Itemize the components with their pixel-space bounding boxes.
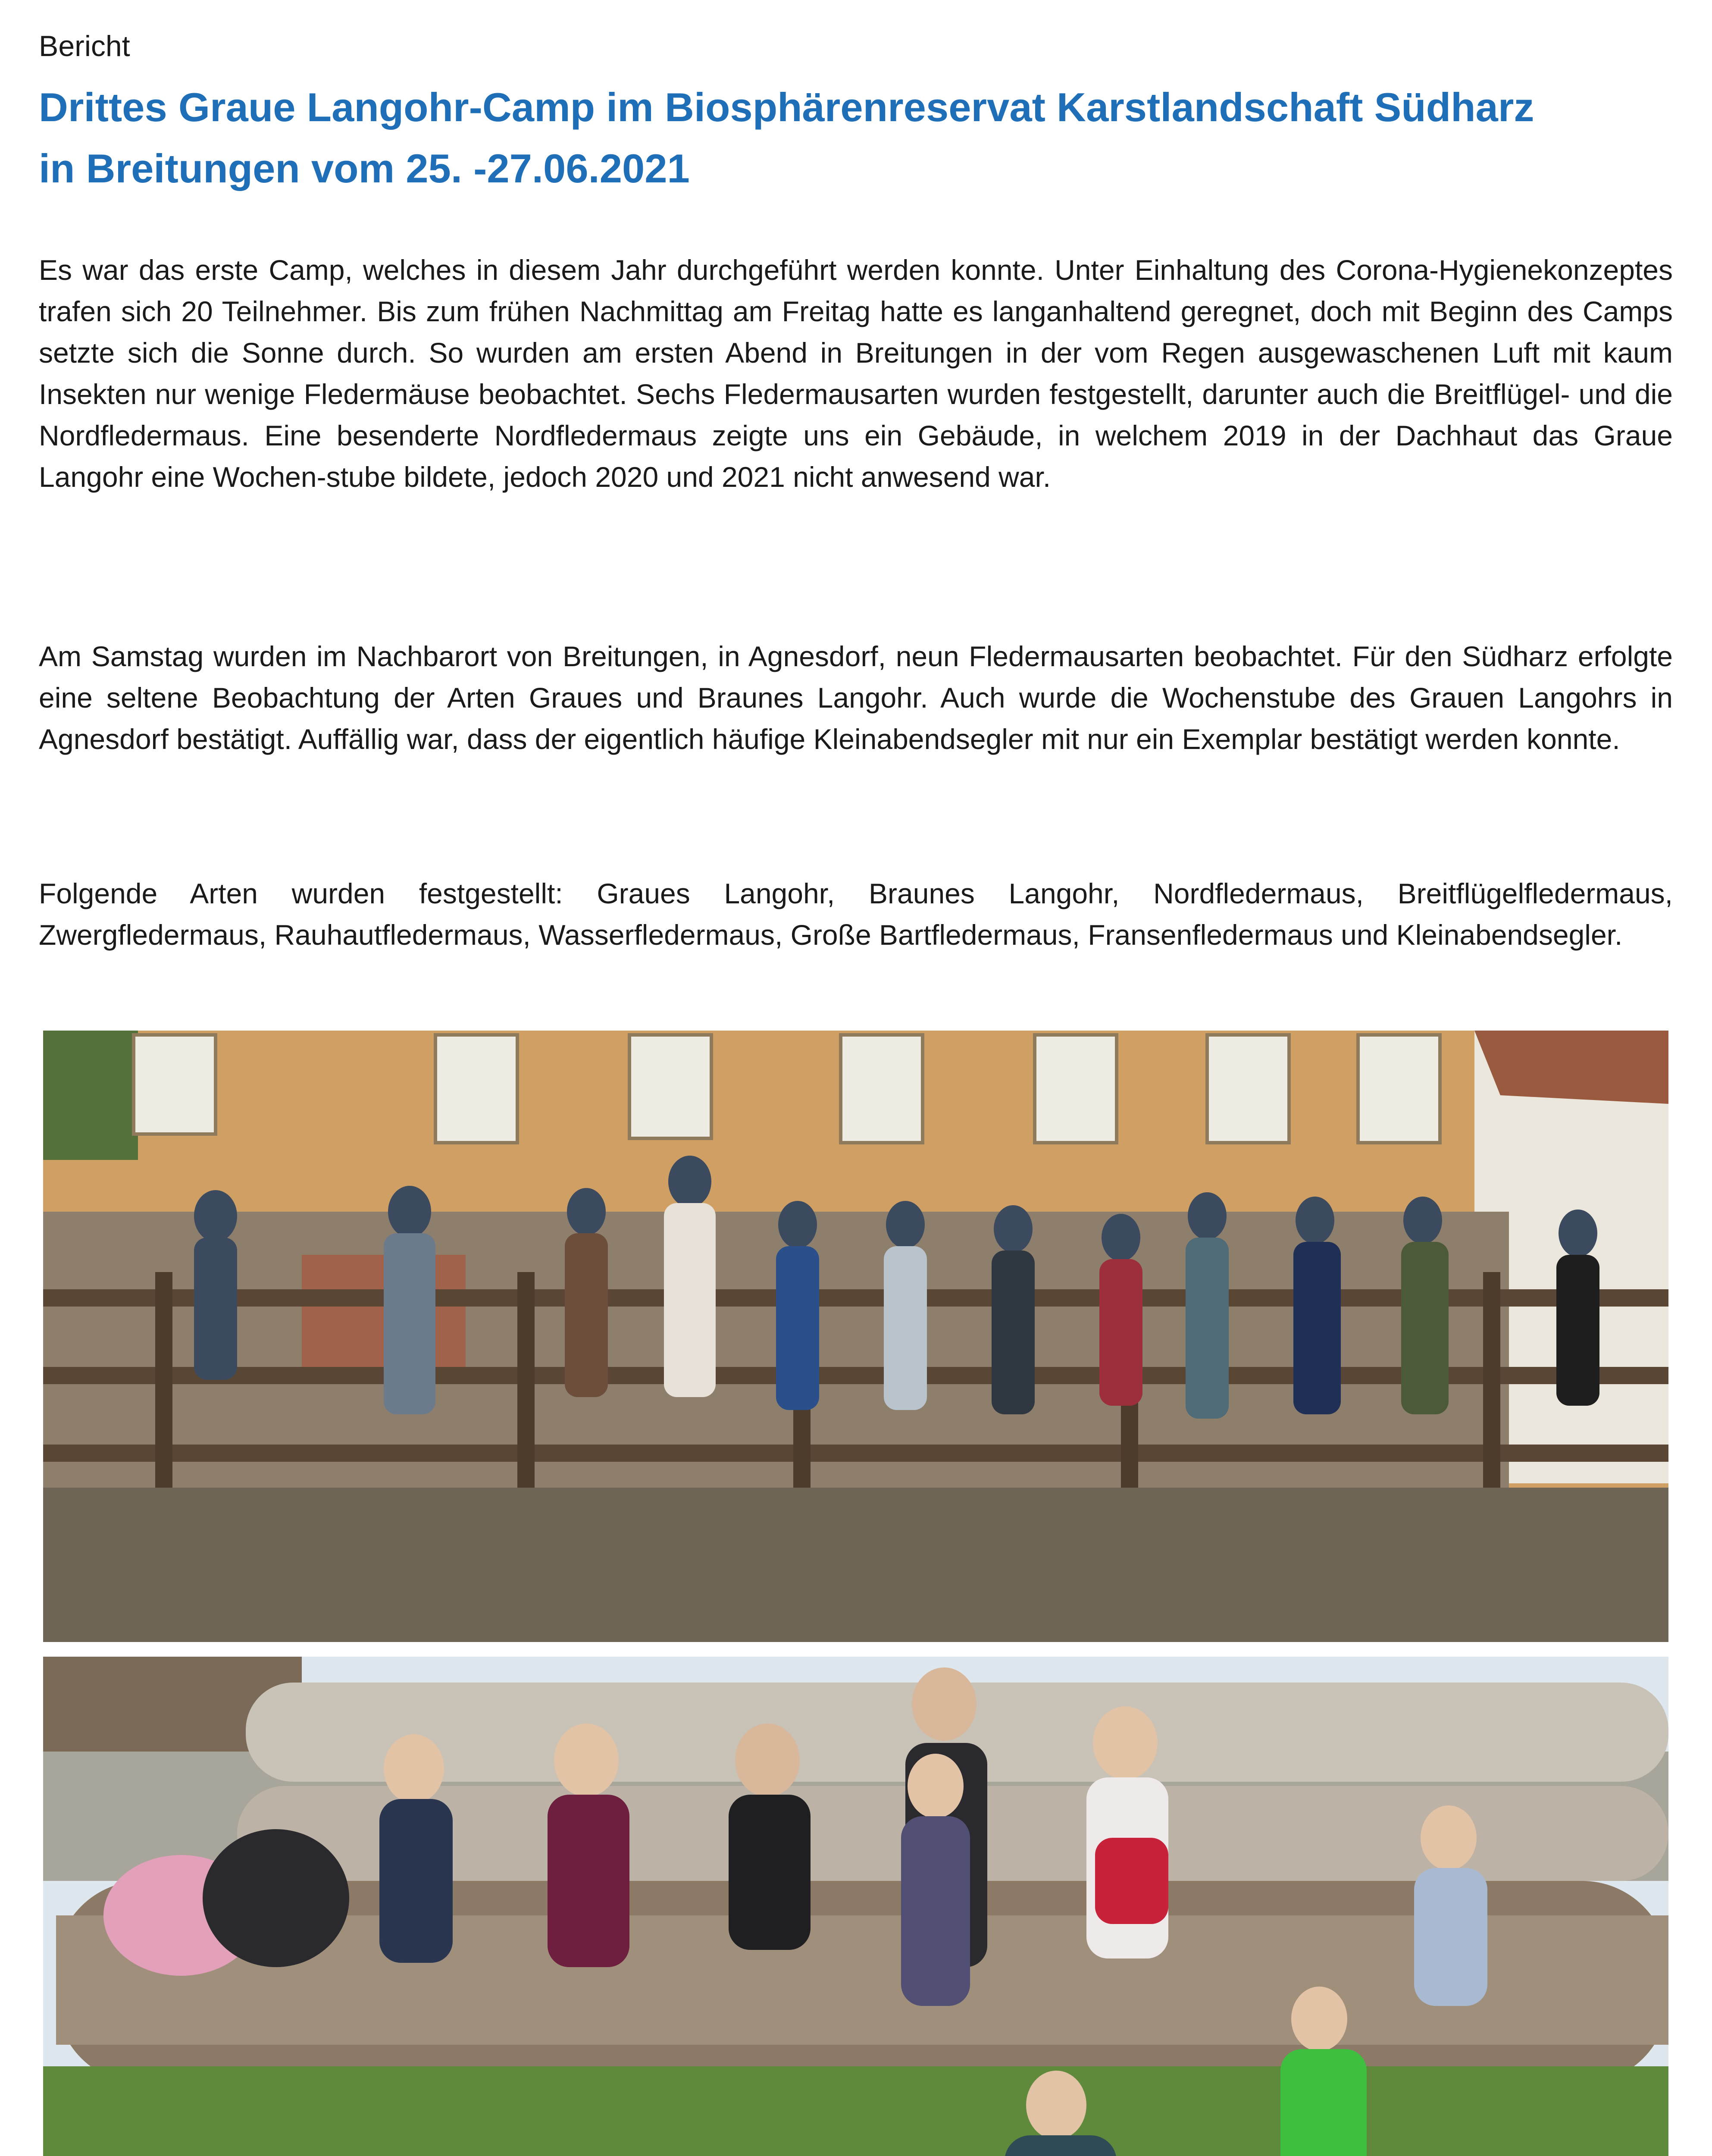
paragraph-camp-overview: Es war das erste Camp, welches in diesem Jahr durchgeführt werden konnte. Unter Einhaltung des Corona-Hygienekonzeptes trafen sich 20 Teilnehmer. Bis zum frühen Nachmittag am Freitag hatte es langanhaltend geregnet, doch mit Beginn des Camps setzte sich die Sonne durch. So wurden am ersten Abend in Breitungen in der vom Regen ausgewaschenen Luft mit kaum Insekten nur wenige Fledermäuse beobachtet. Sechs Fledermausarten wurden festgestellt, darunter auch die Breitflügel- und die Nordfledermaus. Eine besenderte Nordfledermaus zeigte uns ein Gebäude, in welchem 2019 in der Dachhaut das Graue Langohr eine Wochen-stube bildete, jedoch 2020 und 2021 nicht anwesend war. <box>39 254 1673 493</box>
report-title-line-1: Drittes Graue Langohr-Camp im Biosphärenreservat Karstlandschaft Südharz <box>39 85 1534 130</box>
report-title <box>39 77 1677 199</box>
group-photo-at-fence <box>43 1031 1668 1642</box>
group-photo-at-fence-illustration <box>43 1031 1668 1642</box>
paragraph-saturday: Am Samstag wurden im Nachbarort von Breitungen, in Agnesdorf, neun Fledermausarten beobachtet. Für den Südharz erfolgte eine seltene Beobachtung der Arten Graues und Braunes Langohr. Auch wurde die Wochenstube des Grauen Langohrs in Agnesdorf bestätigt. Auffällig war, dass der eigentlich häufige Kleinabendsegler mit nur ein Exemplar bestätigt werden konnte. <box>39 640 1673 755</box>
report-kicker: Bericht <box>39 30 130 63</box>
children-on-logs-photo <box>43 1657 1668 2156</box>
report-title-line-2: in Breitungen vom 25. -27.06.2021 <box>39 146 690 191</box>
paragraph-species-list: Folgende Arten wurden festgestellt: Graues Langohr, Braunes Langohr, Nordfledermaus, Breitflügelfledermaus, Zwergfledermaus, Rauhautfledermaus, Wasserfledermaus, Große Bartfledermaus, Fransenfledermaus und Kleinabendsegler. <box>39 877 1673 951</box>
children-on-logs-illustration <box>43 1657 1668 2156</box>
